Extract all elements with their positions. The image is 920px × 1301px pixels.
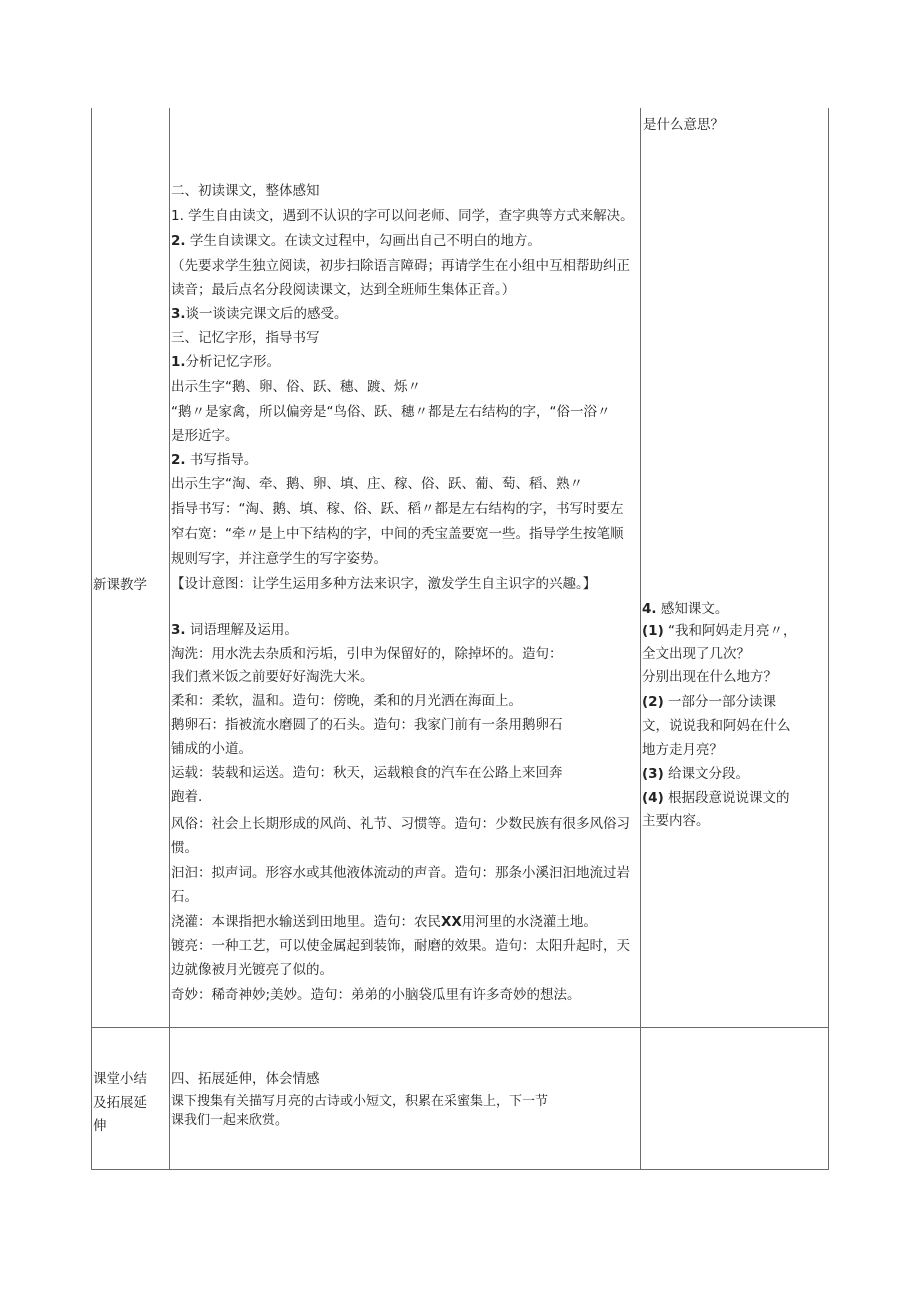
word-jiaoguan-xx: XX bbox=[441, 914, 462, 930]
word-gugu-line-2: 石。 bbox=[171, 889, 198, 905]
item-number: 2. bbox=[171, 233, 186, 249]
word-fengsu-line-1: 风俗：社会上长期形成的风尚、礼节、习惯等。造句：少数民族有很多风俗习 bbox=[171, 816, 630, 832]
question-1-line-1 bbox=[642, 619, 797, 644]
item-number: 4. bbox=[642, 601, 657, 617]
question-number: (4) bbox=[642, 790, 664, 806]
section-3-guide-line-1: 指导书写：“淘、鹅、填、稼、俗、跃、稻〃都是左右结构的字，书写时要左 bbox=[171, 501, 624, 517]
question-2-line-2: 文，说说我和阿妈在什么 bbox=[642, 718, 791, 734]
section-2-item-3 bbox=[171, 302, 348, 327]
row-divider bbox=[91, 1027, 829, 1028]
question-4-line-2: 主要内容。 bbox=[642, 813, 710, 829]
item-number: 3. bbox=[171, 622, 186, 638]
word-fengsu-line-2: 惯。 bbox=[171, 840, 198, 856]
design-intent: 【设计意图：让学生运用多种方法来识字，激发学生自主识字的兴趣。】 bbox=[171, 576, 597, 592]
perceive-heading bbox=[642, 597, 728, 622]
section-3-item-3 bbox=[171, 618, 298, 643]
question-3 bbox=[642, 762, 749, 787]
row-label-summary-line-2: 及拓展延 bbox=[93, 1095, 147, 1111]
section-2-item-1: 1. 学生自由读文，遇到不认识的字可以问老师、同学，查字典等方式来解决。 bbox=[171, 208, 634, 224]
table-border-right bbox=[828, 108, 829, 1170]
word-duliang-line-1: 镀亮：一种工艺，可以使金属起到装饰，耐磨的效果。造句：太阳升起时，天 bbox=[171, 938, 630, 954]
item-text: 感知课文。 bbox=[656, 601, 729, 617]
word-yunzai-line-1: 运载：装载和运送。造句：秋天，运载粮食的汽车在公路上来回奔 bbox=[171, 765, 563, 781]
word-jiaoguan bbox=[171, 910, 597, 935]
word-qimiao: 奇妙：稀奇神妙;美妙。造句：弟弟的小脑袋瓜里有许多奇妙的想法。 bbox=[171, 987, 581, 1003]
question-2-line-1 bbox=[642, 690, 776, 715]
question-1-line-2: 全文出现了几次？ bbox=[642, 646, 750, 662]
item-text: 分析记忆字形。 bbox=[185, 354, 281, 370]
summary-text-line-1: 课下搜集有关描写月亮的古诗或小短文，积累在采蜜集上，下一节 bbox=[171, 1094, 549, 1109]
section-2-note-line-2: 读音；最后点名分段阅读课文，达到全班师生集体正音。） bbox=[171, 282, 516, 298]
section-3-explain-line-1: “鹅〃是家禽，所以偏旁是“鸟俗、跃、穗〃都是左右结构的字，“俗一浴〃 bbox=[171, 404, 611, 420]
item-text: 谈一谈读完课文后的感受。 bbox=[185, 306, 348, 322]
item-number: 2. bbox=[171, 452, 186, 468]
row-label-new-lesson: 新课教学 bbox=[93, 577, 147, 593]
question-number: (1) bbox=[642, 623, 664, 639]
section-4-title: 四、拓展延伸，体会情感 bbox=[171, 1071, 320, 1087]
table-border-left bbox=[91, 108, 92, 1170]
section-3-title: 三、记忆字形，指导书写 bbox=[171, 330, 320, 346]
word-taoxi-line-1: 淘洗：用水洗去杂质和污垢，引申为保留好的，除掉坏的。造句： bbox=[171, 646, 563, 662]
word-duliang-line-2: 边就像被月光镀亮了似的。 bbox=[171, 962, 333, 978]
row-label-summary-line-1: 课堂小结 bbox=[93, 1071, 147, 1087]
section-2-item-2 bbox=[171, 229, 541, 254]
right-cell-top-text: 是什么意思？ bbox=[643, 117, 724, 133]
word-rouhe: 柔和：柔软，温和。造句：傍晚，柔和的月光洒在海面上。 bbox=[171, 693, 522, 709]
word-jiaoguan-pre: 浇灌：本课指把水输送到田地里。造句：农民 bbox=[171, 914, 441, 930]
section-2-title: 二、初读课文，整体感知 bbox=[171, 183, 320, 199]
summary-text-line-2: 课我们一起来欣赏。 bbox=[171, 1113, 289, 1128]
question-2-line-3: 地方走月亮？ bbox=[642, 742, 723, 758]
section-3-chars: 出示生字“鹅、卵、俗、跃、穗、踱、烁〃 bbox=[171, 379, 421, 395]
item-text: 词语理解及运用。 bbox=[185, 622, 298, 638]
section-2-note-line-1: （先要求学生独立阅读，初步扫除语言障碍；再请学生在小组中互相帮助纠正 bbox=[171, 258, 630, 274]
question-text: “我和阿妈走月亮〃， bbox=[663, 623, 797, 639]
word-eluanshi-line-2: 铺成的小道。 bbox=[171, 741, 252, 757]
section-3-item-2 bbox=[171, 448, 257, 473]
row-label-summary-line-3: 伸 bbox=[93, 1118, 107, 1134]
section-3-guide-line-3: 规则写字，并注意学生的写字姿势。 bbox=[171, 551, 387, 567]
table-border-bottom bbox=[91, 1169, 829, 1170]
section-3-chars-2: 出示生字“淘、牵、鹅、卵、填、庄、稼、俗、跃、葡、萄、稻、熟〃 bbox=[171, 476, 583, 492]
word-gugu-line-1: 汩汩：拟声词。形容水或其他液体流动的声音。造句：那条小溪汩汩地流过岩 bbox=[171, 865, 630, 881]
word-yunzai-line-2: 跑着. bbox=[171, 789, 203, 805]
item-number: 3. bbox=[171, 306, 186, 322]
item-text: 学生自读课文。在读文过程中，勾画出自己不明白的地方。 bbox=[185, 233, 541, 249]
item-text: 书写指导。 bbox=[185, 452, 258, 468]
section-3-item-1 bbox=[171, 350, 280, 375]
question-text: 根据段意说说课文的 bbox=[663, 790, 790, 806]
word-taoxi-line-2: 我们煮米饭之前要好好淘洗大米。 bbox=[171, 669, 374, 685]
table-divider-right bbox=[640, 108, 641, 1170]
section-3-explain-line-2: 是形近字。 bbox=[171, 428, 239, 444]
table-divider-label bbox=[169, 108, 170, 1170]
word-eluanshi-line-1: 鹅卵石：指被流水磨圆了的石头。造句：我家门前有一条用鹅卵石 bbox=[171, 717, 563, 733]
question-number: (2) bbox=[642, 694, 664, 710]
section-3-guide-line-2: 窄右宽：“牵〃是上中下结构的字，中间的秃宝盖要宽一些。指导学生按笔顺 bbox=[171, 526, 624, 542]
word-jiaoguan-post: 用河里的水浇灌土地。 bbox=[461, 914, 597, 930]
question-text: 给课文分段。 bbox=[663, 766, 750, 782]
question-text: 一部分一部分读课 bbox=[663, 694, 777, 710]
item-number: 1. bbox=[171, 354, 186, 370]
question-1-line-3: 分别出现在什么地方？ bbox=[642, 669, 777, 685]
question-4-line-1 bbox=[642, 786, 790, 811]
question-number: (3) bbox=[642, 766, 664, 782]
